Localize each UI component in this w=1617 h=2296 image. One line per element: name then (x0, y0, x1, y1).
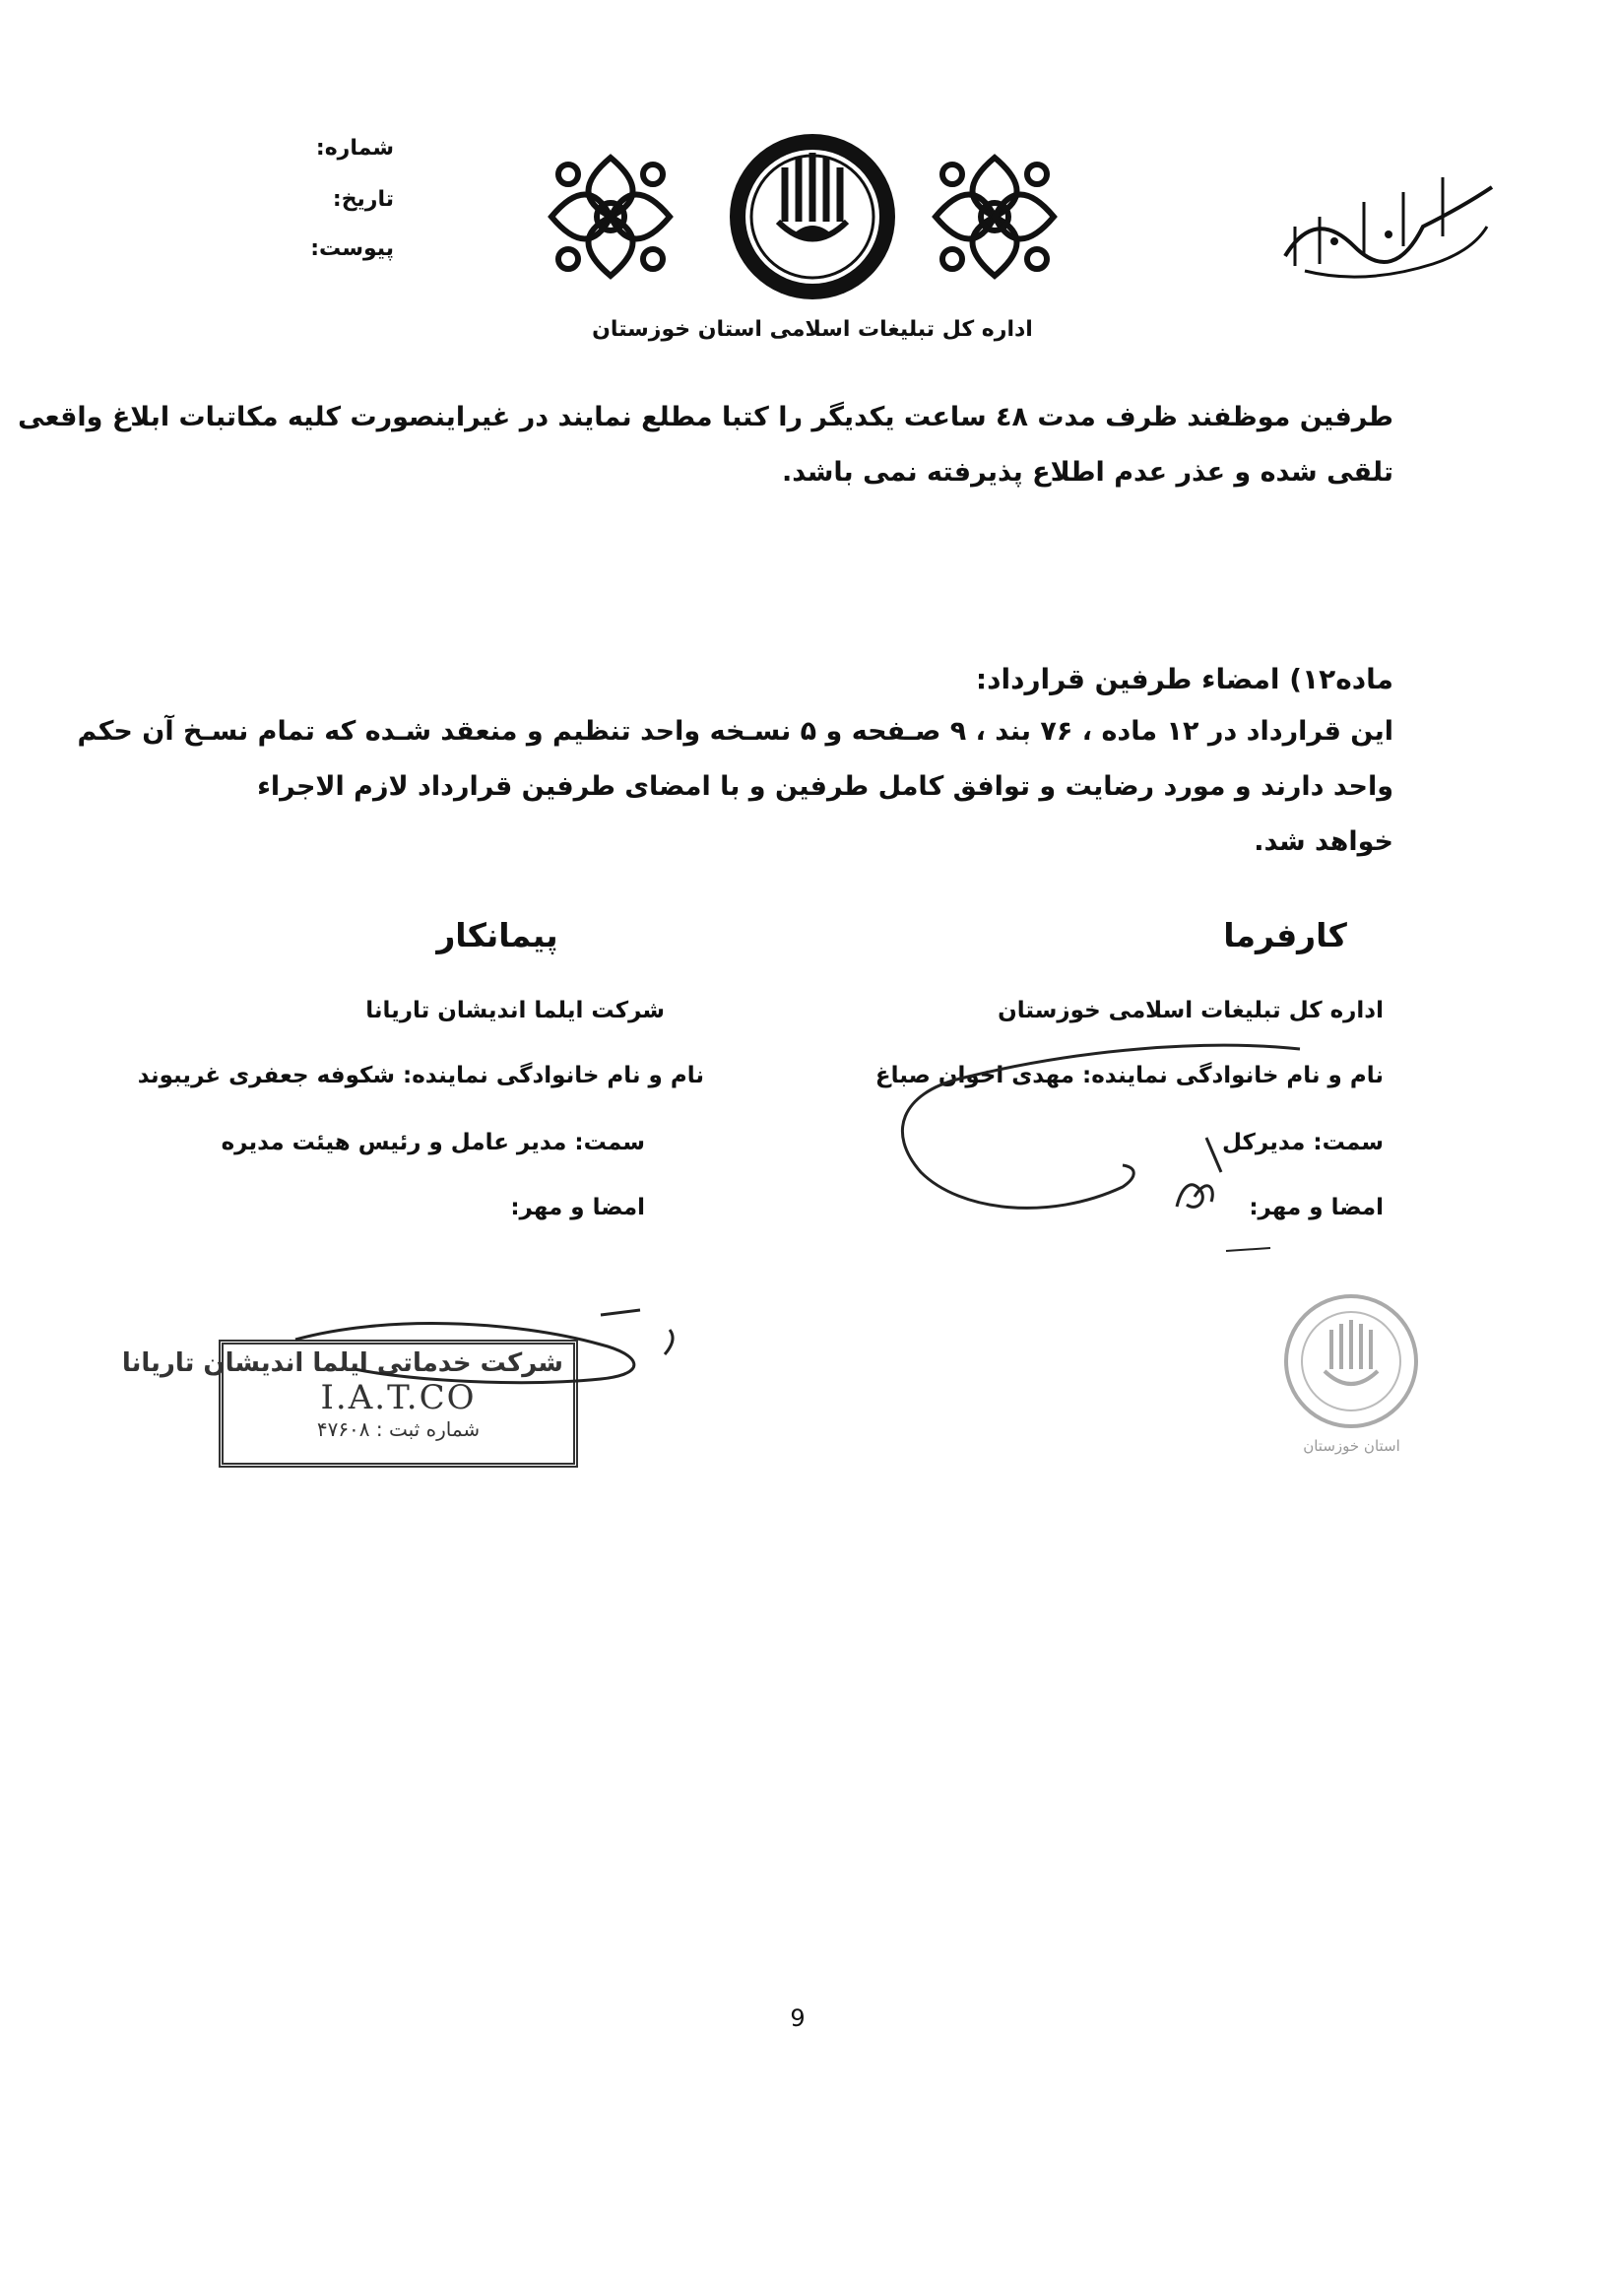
article-12-heading: ماده۱۲) امضاء طرفین قرارداد: (975, 663, 1393, 695)
left-ornament (547, 153, 675, 281)
employer-stamp (1280, 1290, 1423, 1458)
organization-logo (724, 128, 901, 305)
article-12 (77, 655, 1393, 870)
contractor-org: شرکت ایلما اندیشان تاریانا (365, 998, 665, 1023)
right-ornament (931, 153, 1059, 281)
contractor-stamp-line-2: I.A.T.CO (320, 1378, 477, 1417)
article-12-line-1: این قرارداد در ۱۲ ماده ، ۷۶ بند ، ۹ صـفحه و ۵ نسـخه واحد تنظیم و منعقد شـده که تمام نسـخ آن حکم (77, 716, 1393, 747)
page-number: 9 (790, 2004, 806, 2032)
intro-line-2: تلقی شده و عذر عدم اطلاع پذیرفته نمی باشد. (782, 457, 1393, 488)
organization-title: اداره کل تبلیغات اسلامی استان خوزستان (592, 317, 1033, 342)
employer-signature (881, 1039, 1305, 1256)
intro-line-1: طرفین موظفند ظرف مدت ٤٨ ساعت یکدیگر را کتبا مطلع نمایند در غیراینصورت کلیه مکاتبات ابلاغ واقعی (18, 402, 1393, 432)
contractor-stamp-line-1: شرکت خدماتی ایلما اندیشان تاریانا (121, 1348, 563, 1378)
bismillah-calligraphy (1275, 148, 1502, 295)
contractor-stamp-line-3: شماره ثبت : ۴۷۶۰۸ (316, 1417, 481, 1441)
date-label: تاریخ: (332, 187, 394, 212)
contractor-position: سمت: مدیر عامل و رئیس هیئت مدیره (221, 1130, 645, 1155)
contractor-block (137, 916, 704, 1220)
contractor-signature (266, 1300, 699, 1409)
employer-representative: نام و نام خانوادگی نماینده: مهدی اخوان صباغ (874, 1063, 1384, 1088)
contractor-representative: نام و نام خانوادگی نماینده: شکوفه جعفری غریبوند (137, 1063, 704, 1088)
article-12-line-2: واحد دارند و مورد رضایت و توافق کامل طرفین و با امضای طرفین قرارداد لازم الاجراء خواهد شد. (257, 771, 1393, 857)
contractor-title: پیمانکار (436, 916, 558, 954)
attachment-label: پیوست: (310, 236, 394, 261)
employer-org: اداره کل تبلیغات اسلامی خوزستان (998, 998, 1384, 1023)
employer-position: سمت: مدیرکل (1222, 1130, 1384, 1155)
employer-title: کارفرما (1223, 916, 1347, 954)
intro-paragraph (18, 390, 1393, 500)
contractor-sign-label: امضا و مهر: (510, 1195, 645, 1220)
employer-sign-label: امضا و مهر: (1249, 1195, 1384, 1220)
employer-stamp-text: استان خوزستان (1303, 1437, 1400, 1455)
number-label: شماره: (315, 136, 394, 161)
